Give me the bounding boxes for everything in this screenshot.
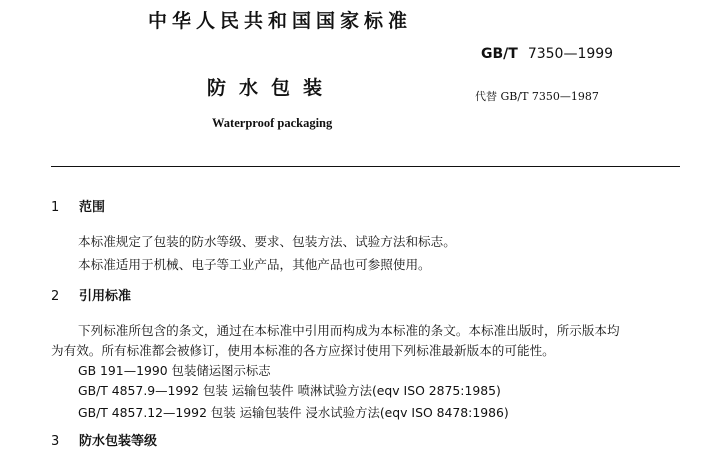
reference-item: GB/T 4857.9—1992 包装 运输包装件 喷淋试验方法(eqv ISO 2875:1985) bbox=[78, 383, 501, 398]
section-title: 范围 bbox=[79, 200, 106, 215]
paragraph: 为有效。所有标准都会被修订，使用本标准的各方应探讨使用下列标准最新版本的可能性。 bbox=[51, 343, 555, 358]
section-3-heading bbox=[51, 430, 157, 449]
national-standard-header: 中华人民共和国国家标准 bbox=[148, 10, 413, 32]
reference-item: GB/T 4857.12—1992 包装 运输包装件 浸水试验方法(eqv ISO 8478:1986) bbox=[78, 405, 509, 420]
paragraph: 本标准适用于机械、电子等工业产品，其他产品也可参照使用。 bbox=[78, 257, 431, 272]
document-title-cn: 防水包装 bbox=[207, 77, 336, 99]
section-number: 3 bbox=[51, 434, 60, 449]
section-number: 1 bbox=[51, 200, 60, 215]
section-title: 引用标准 bbox=[79, 289, 132, 304]
standard-number bbox=[481, 46, 613, 62]
header-divider bbox=[51, 166, 680, 167]
standard-code: GB/T bbox=[481, 46, 518, 62]
section-2-heading bbox=[51, 285, 131, 304]
replaces-standard: 代替 GB/T 7350—1987 bbox=[475, 90, 599, 103]
section-1-heading bbox=[51, 196, 105, 215]
paragraph: 本标准规定了包装的防水等级、要求、包装方法、试验方法和标志。 bbox=[78, 234, 456, 249]
standard-number-value: 7350—1999 bbox=[527, 46, 614, 62]
document-title-en: Waterproof packaging bbox=[212, 116, 333, 130]
section-title: 防水包装等级 bbox=[79, 434, 158, 449]
section-number: 2 bbox=[51, 289, 60, 304]
reference-item: GB 191—1990 包装储运图示标志 bbox=[78, 363, 271, 378]
paragraph: 下列标准所包含的条文，通过在本标准中引用而构成为本标准的条文。本标准出版时，所示版本均 bbox=[78, 323, 620, 338]
